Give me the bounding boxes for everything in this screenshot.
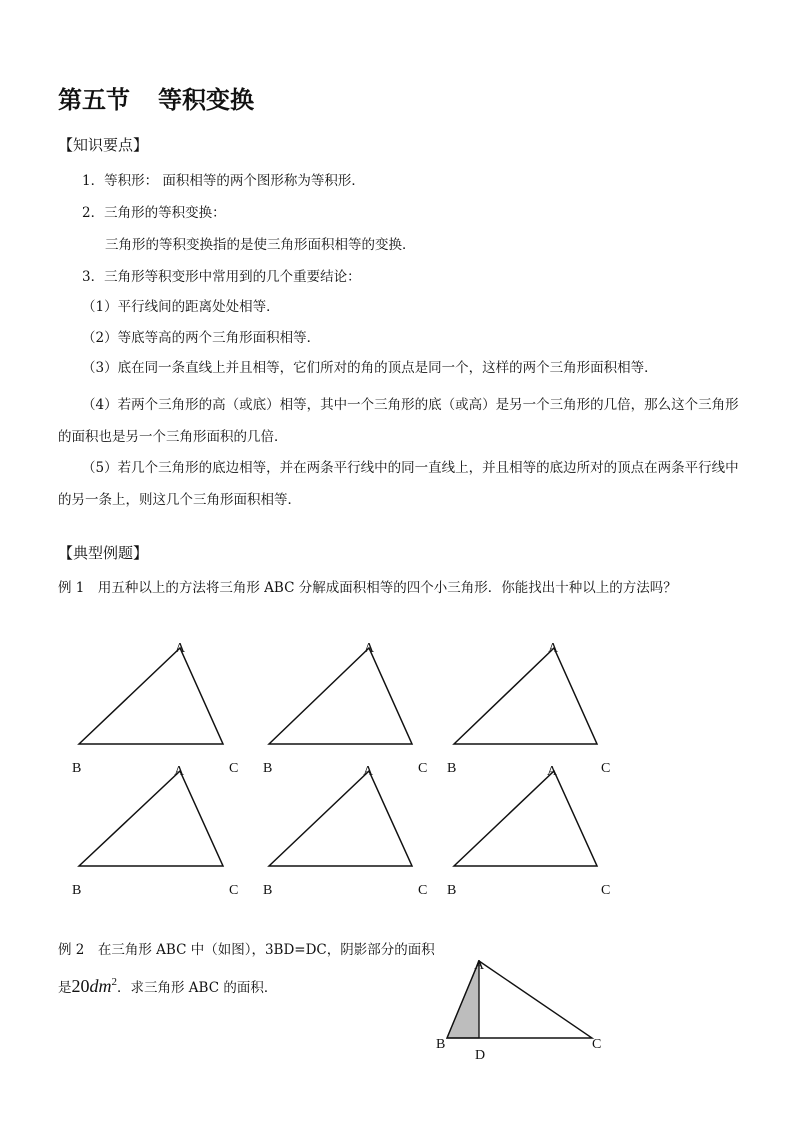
vertex-label-b: B [436, 1037, 446, 1052]
knowledge-item: 3．三角形等积变形中常用到的几个重要结论： [82, 269, 361, 285]
vertex-label-a: A [363, 764, 374, 779]
vertex-label-b: B [72, 883, 82, 898]
area-unit: dm [89, 976, 112, 996]
triangle-abc [269, 648, 412, 744]
example-2-suffix: ．求三角形 ABC 的面积． [117, 980, 278, 996]
area-number: 20 [71, 976, 90, 996]
triangle-abc [454, 771, 597, 866]
vertex-label-c: C [601, 883, 611, 898]
vertex-label-c: C [601, 761, 611, 776]
area-exponent: 2 [111, 976, 117, 988]
vertex-label-b: B [263, 883, 273, 898]
vertex-label-a: A [175, 641, 186, 656]
vertex-label-a: A [474, 958, 485, 973]
knowledge-item: （1）平行线间的距离处处相等． [82, 299, 280, 315]
examples-heading: 【典型例题】 [58, 544, 149, 562]
triangle-figure [447, 764, 610, 898]
triangle-figure [263, 641, 427, 776]
vertex-label-a: A [174, 764, 185, 779]
example-2-figure [430, 955, 620, 1065]
triangle-figure [72, 641, 238, 776]
vertex-label-b: B [263, 761, 273, 776]
vertex-label-b: B [72, 761, 82, 776]
vertex-label-c: C [229, 883, 239, 898]
vertex-label-b: B [447, 883, 457, 898]
triangle-abc [79, 648, 223, 744]
vertex-label-a: A [364, 641, 375, 656]
knowledge-heading: 【知识要点】 [58, 136, 149, 154]
vertex-label-c: C [592, 1037, 602, 1052]
triangle-figure [447, 641, 610, 776]
example-1-triangles [0, 630, 800, 900]
section-number: 第五节 [58, 85, 130, 114]
triangle-figure [72, 764, 238, 898]
knowledge-item: （5）若几个三角形的底边相等，并在两条平行线中的同一直线上，并且相等的底边所对的顶点在两条平行线中的另一条上，则这几个三角形面积相等． [58, 460, 739, 508]
vertex-label-a: A [547, 764, 558, 779]
knowledge-item: 1．等积形： 面积相等的两个图形称为等积形． [82, 173, 365, 189]
knowledge-item: （4）若两个三角形的高（或底）相等，其中一个三角形的底（或高）是另一个三角形的几倍，那么这个三角形的面积也是另一个三角形面积的几倍． [58, 397, 739, 445]
knowledge-item: 2．三角形的等积变换： [82, 205, 226, 221]
example-1-text: 例 1 用五种以上的方法将三角形 ABC 分解成面积相等的四个小三角形．你能找出十种以上的方法吗？ [58, 580, 677, 596]
example-2-prefix: 是 [58, 980, 72, 996]
section-name: 等积变换 [158, 85, 254, 114]
vertex-label-c: C [418, 883, 428, 898]
example-2-text: 例 2 在三角形 ABC 中（如图），3BD=DC，阴影部分的面积 [58, 942, 435, 958]
triangle-abc [269, 771, 412, 866]
vertex-label-d: D [475, 1048, 486, 1063]
example-2-question [58, 972, 277, 998]
vertex-label-b: B [447, 761, 457, 776]
triangle-abc [454, 648, 597, 744]
knowledge-item: （3）底在同一条直线上并且相等，它们所对的角的顶点是同一个，这样的两个三角形面积相等． [82, 360, 658, 376]
shaded-area-value [72, 976, 118, 996]
knowledge-item: （2）等底等高的两个三角形面积相等． [82, 330, 321, 346]
triangle-figure [263, 764, 427, 898]
vertex-label-a: A [548, 641, 559, 656]
vertex-label-c: C [418, 761, 428, 776]
page-title [58, 80, 254, 115]
knowledge-item: 三角形的等积变换指的是使三角形面积相等的变换． [105, 237, 416, 253]
vertex-label-c: C [229, 761, 239, 776]
triangle-abc [79, 771, 223, 866]
